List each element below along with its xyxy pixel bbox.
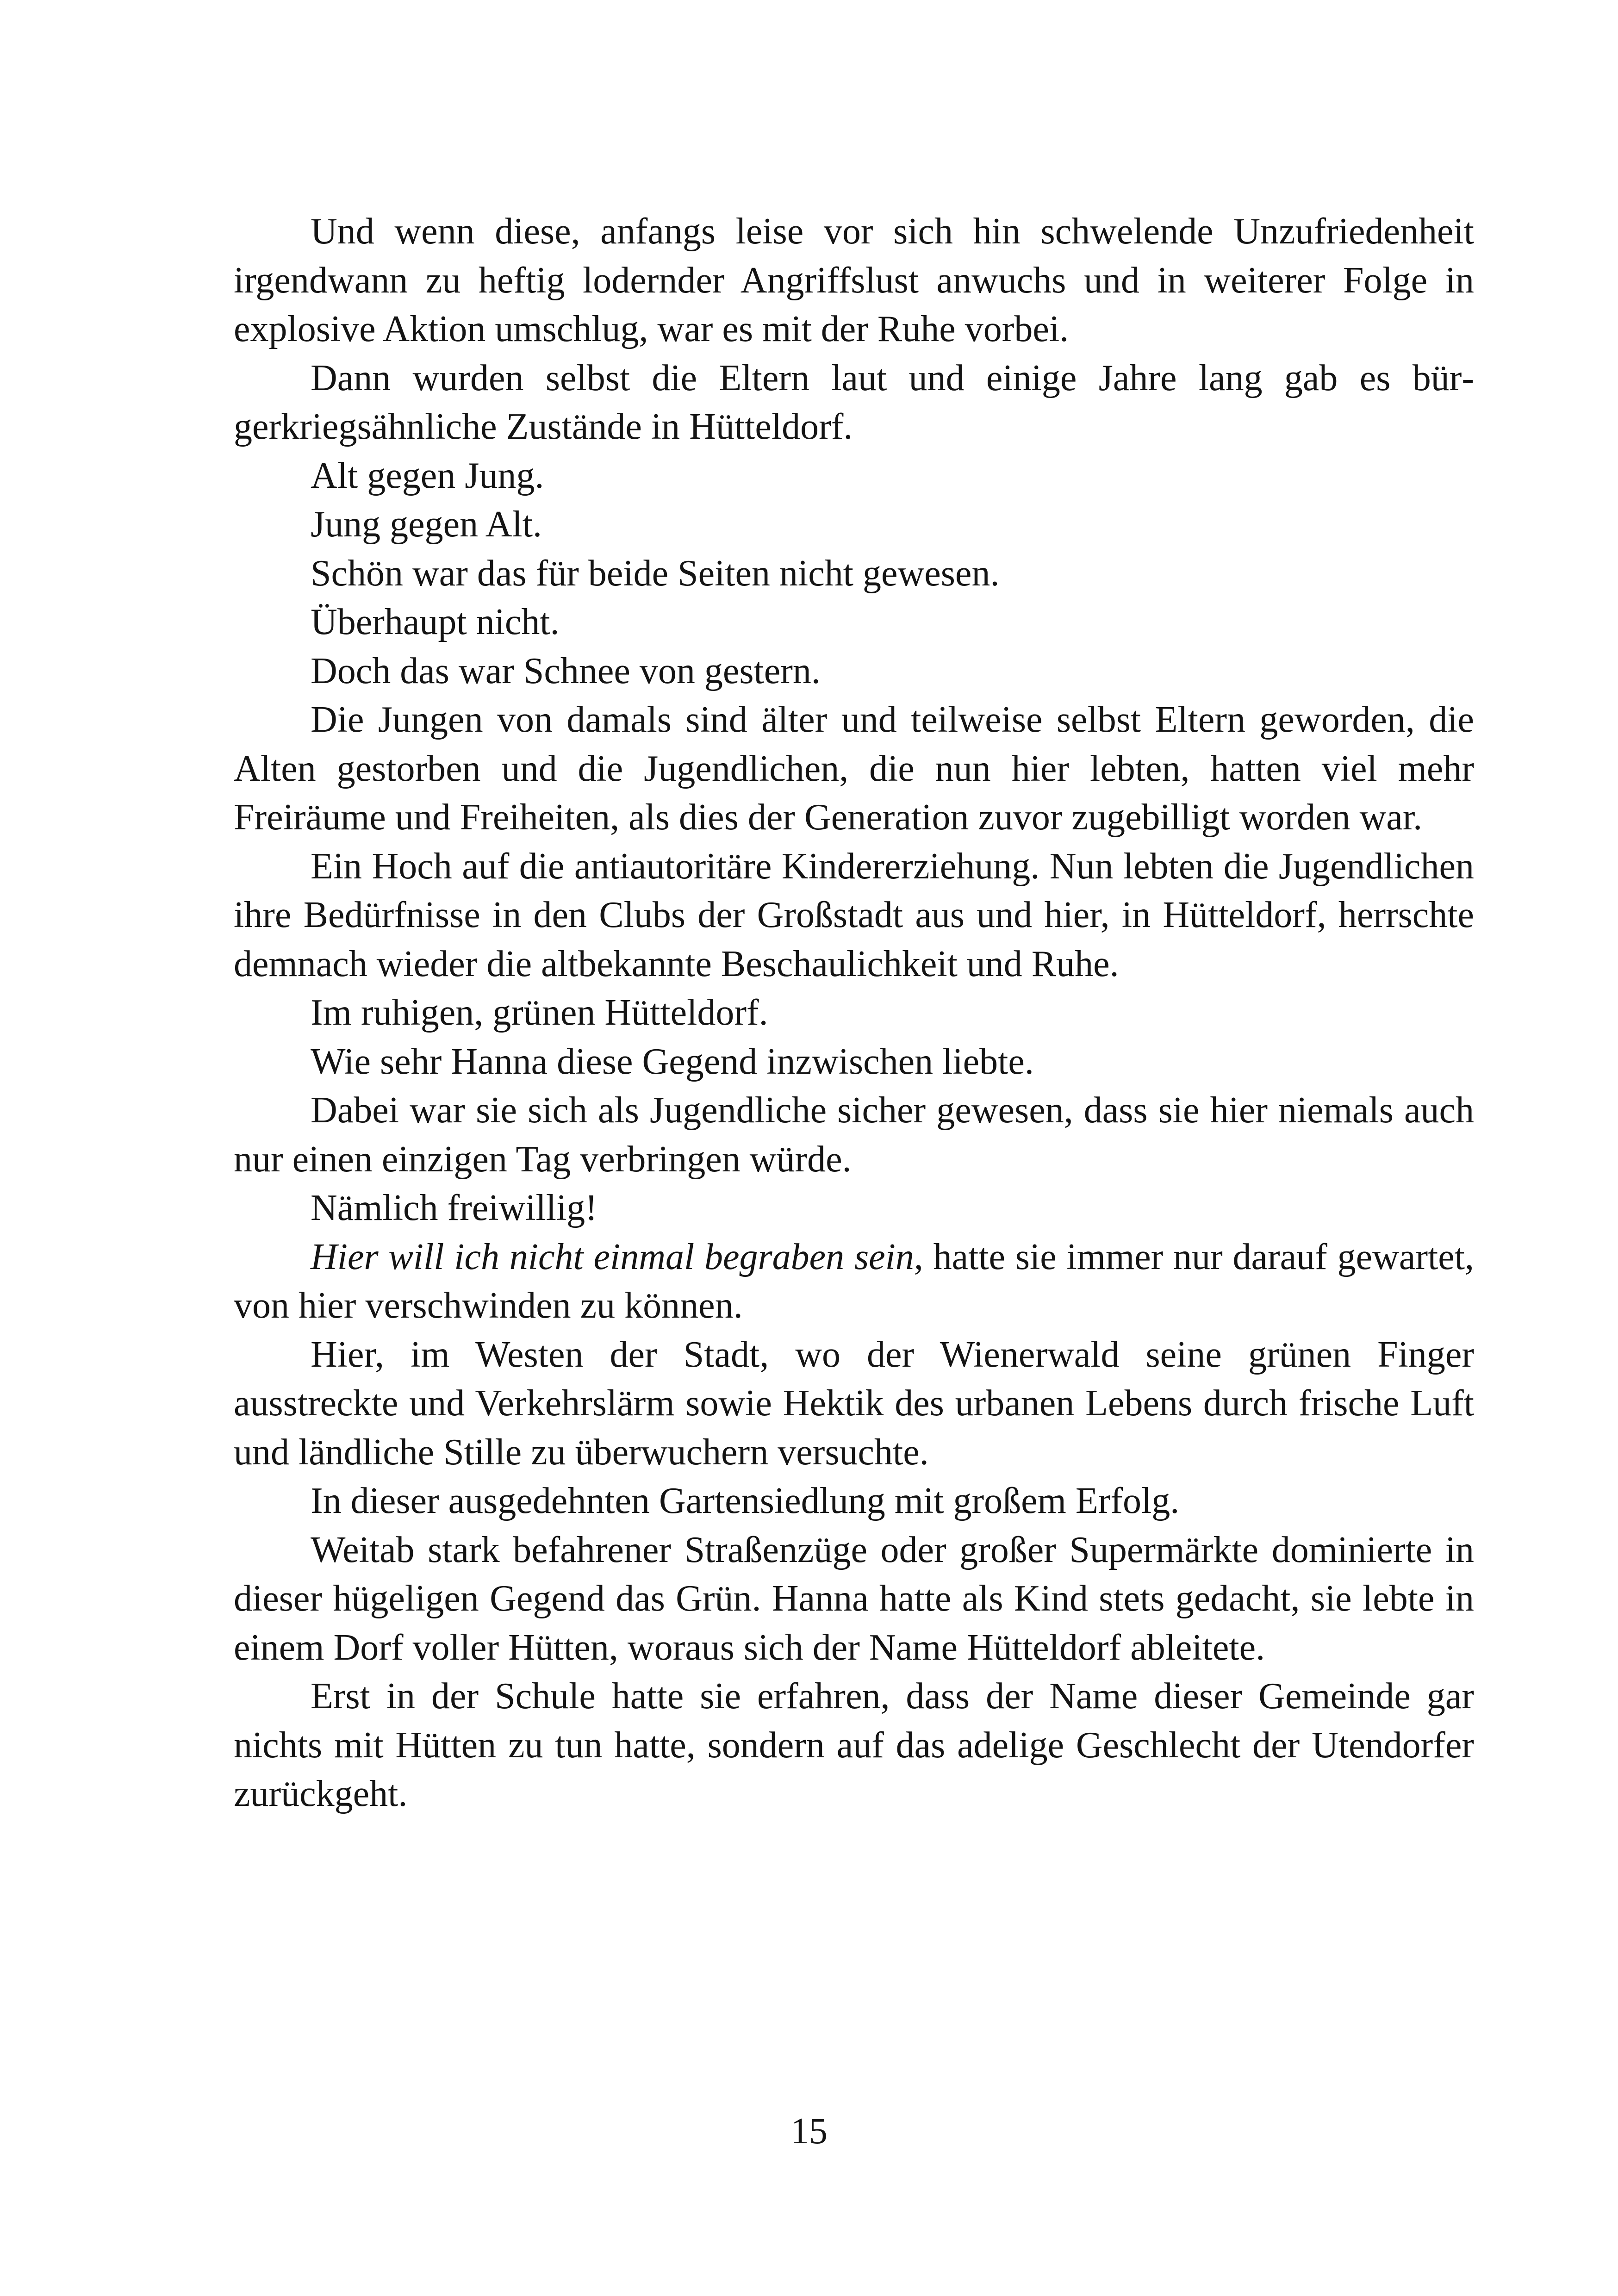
page-number: 15 <box>790 2111 828 2152</box>
paragraph-continuation: , hatte sie immer nur darauf gewartet, von hier verschwinden zu können. <box>234 1236 1474 1326</box>
paragraph: Wie sehr Hanna diese Gegend inzwischen liebte. <box>311 1041 1034 1082</box>
paragraph: Alt gegen Jung. <box>311 455 544 496</box>
paragraph: Überhaupt nicht. <box>311 602 560 642</box>
paragraph: Und wenn diese, anfangs leise vor sich hin schwelende Unzufriedenheit irgendwann zu heftig lodernder Angriffslust anwuchs und in weiterer Folge in explosive Aktion umschlug, war es mit der Ruhe vorbei. <box>234 211 1474 349</box>
paragraph: Hier, im Westen der Stadt, wo der Wienerwald seine grünen Finger ausstreckte und Verkehrslärm sowie Hektik des urbanen Lebens durch frische Luft und ländliche Stille zu überwuchern versuchte. <box>234 1334 1474 1473</box>
paragraph: Dann wurden selbst die Eltern laut und einige Jahre lang gab es bürgerkriegsähnliche Zustände in Hütteldorf. <box>234 357 1474 447</box>
paragraph: Weitab stark befahrener Straßenzüge oder großer Supermärkte dominierte in dieser hügeligen Gegend das Grün. Hanna hatte als Kind stets gedacht, sie lebte in einem Dorf voller Hütten, woraus sich der Name Hütteldorf ableitete. <box>234 1529 1474 1668</box>
paragraph <box>234 1233 1474 1331</box>
paragraph: Ein Hoch auf die antiautoritäre Kindererziehung. Nun lebten die Jugendlichen ihre Bedürfnisse in den Clubs der Großstadt aus und hier, in Hütteldorf, herrschte demnach wieder die altbekannte Beschaulichkeit und Ruhe. <box>234 846 1474 984</box>
paragraph: Nämlich freiwillig! <box>311 1188 597 1228</box>
paragraph: Dabei war sie sich als Jugendliche sicher gewesen, dass sie hier niemals auch nur einen einzigen Tag verbringen würde. <box>234 1090 1474 1180</box>
paragraph: Im ruhigen, grünen Hütteldorf. <box>311 992 768 1033</box>
paragraph: Erst in der Schule hatte sie erfahren, dass der Name dieser Gemeinde gar nichts mit Hütten zu tun hatte, sondern auf das adelige Geschlecht der Utendorfer zurückgeht. <box>234 1676 1474 1814</box>
paragraph: Doch das war Schnee von gestern. <box>311 650 821 691</box>
paragraph: In dieser ausgedehnten Gartensiedlung mit großem Erfolg. <box>311 1481 1180 1521</box>
paragraph: Schön war das für beide Seiten nicht gewesen. <box>311 553 1000 594</box>
body-text <box>234 207 1474 1819</box>
italic-quote: Hier will ich nicht einmal begraben sein <box>311 1236 914 1277</box>
paragraph: Jung gegen Alt. <box>311 504 542 545</box>
paragraph: Die Jungen von damals sind älter und teilweise selbst Eltern geworden, die Alten gestorben und die Jugendlichen, die nun hier lebten, hatten viel mehr Freiräume und Freiheiten, als dies der Generation zuvor zugebilligt worden war. <box>234 699 1474 838</box>
